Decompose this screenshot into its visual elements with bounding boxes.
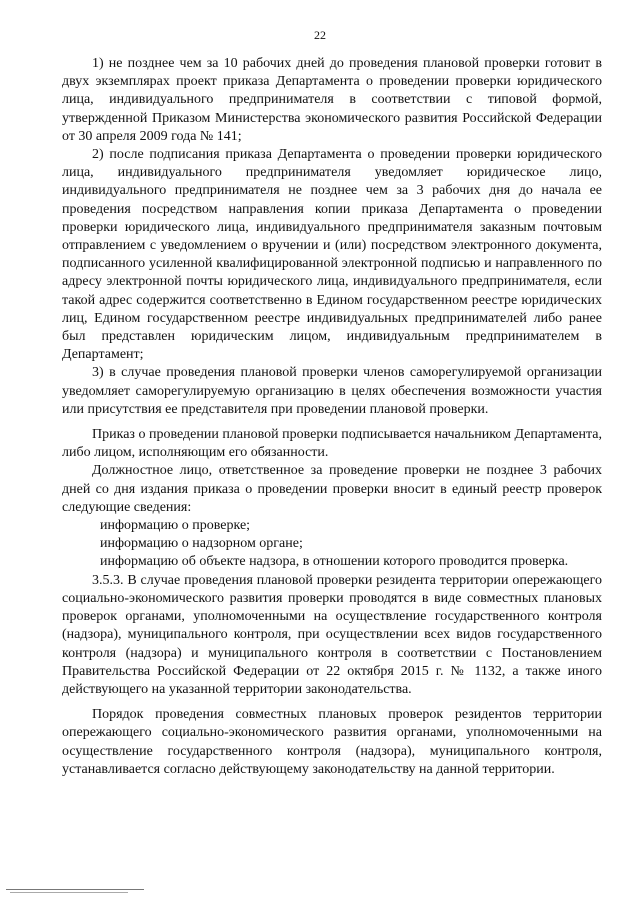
paragraph-item-3: 3) в случае проведения плановой проверки членов саморегулируемой организации уведомляет саморегулируемую организацию в целях обеспечения возможности участия или присутствия ее представителя при проведении плановой проверки.	[62, 365, 602, 417]
paragraph-gap	[62, 699, 602, 706]
scan-artifact-line	[10, 892, 128, 893]
paragraph-section-3-5-3: 3.5.3. В случае проведения плановой проверки резидента территории опережающего социально-экономического развития проверки проводятся в виде совместных плановых проверок органами, уполномоченными на осуществление государственного контроля (надзора), муниципального контроля, при осуществлении всех видов государственного контроля (надзора) и муниципального контроля в соответствии с Постановлением Правительства Российской Федерации от 22 октября 2015 г. № 1132, а также иного действующего на указанной территории законодательства.	[62, 572, 602, 697]
scan-artifact-line	[6, 889, 144, 890]
list-item-object-info: информацию об объекте надзора, в отношении которого проводится проверка.	[100, 554, 569, 570]
paragraph-order-signing: Приказ о проведении плановой проверки подписывается начальником Департамента, либо лицом, исполняющим его обязанности.	[62, 427, 602, 461]
list-item-authority-info: информацию о надзорном органе;	[100, 536, 303, 552]
paragraph-joint-inspections: Порядок проведения совместных плановых проверок резидентов территории опережающего социально-экономического развития органами, уполномоченными на осуществление государственного контроля (надзора), муниципального контроля, устанавливается согласно действующему законодательству на данной территории.	[62, 707, 602, 777]
page-number: 22	[314, 28, 326, 42]
list-item-inspection-info: информацию о проверке;	[100, 518, 251, 534]
paragraph-item-1: 1) не позднее чем за 10 рабочих дней до проведения плановой проверки готовит в двух экземплярах проект приказа Департамента о проведении проверки юридического лица, индивидуального предпринимателя в соответствии с типовой формой, утвержденной Приказом Министерства экономического развития Российской Федерации от 30 апреля 2009 года № 141;	[62, 56, 602, 144]
paragraph-gap	[62, 419, 602, 426]
paragraph-official-duties: Должностное лицо, ответственное за проведение проверки не позднее 3 рабочих дней со дня издания приказа о проведении проверки вносит в единый реестр проверок следующие сведения:	[62, 463, 602, 515]
document-body	[62, 55, 602, 779]
paragraph-item-2: 2) после подписания приказа Департамента о проведении проверки юридического лица, индивидуального предпринимателя уведомляет юридическое лицо, индивидуального предпринимателя не позднее чем за 3 рабочих дня до начала ее проведения посредством направления копии приказа Департамента о проведении проверки юридического лица, индивидуального предпринимателя заказным почтовым отправлением с уведомлением о вручении и (или) посредством электронного документа, подписанного усиленной квалифицированной электронной подписью и направленного по адресу электронной почты юридического лица, индивидуального предпринимателя, если такой адрес содержится соответственно в Едином государственном реестре юридических лиц, Едином государственном реестре индивидуальных предпринимателей либо ранее был представлен юридическим лицом, индивидуальным предпринимателем в Департамент;	[62, 147, 602, 363]
